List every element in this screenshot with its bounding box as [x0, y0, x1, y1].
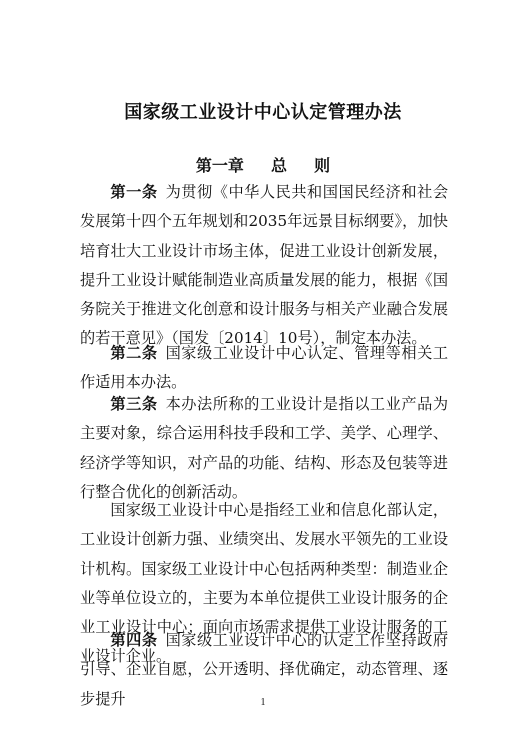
- article-text: 国家级工业设计中心的认定工作坚持政府引导、企业自愿，公开透明、择优确定，动态管理、逐步提升: [80, 631, 449, 708]
- article-text: 国家级工业设计中心是指经工业和信息化部认定，工业设计创新力强、业绩突出、发展水平领先的工业设计机构。国家级工业设计中心包括两种类型：制造业企业等单位设立的，主要为本单位提供工业设计服务的企业工业设计中心；面向市场需求提供工业设计服务的工业设计企业。: [80, 501, 448, 666]
- page-number: 1: [260, 697, 266, 708]
- article-text: 本办法所称的工业设计是指以工业产品为主要对象，综合运用科技手段和工学、美学、心理学、经济学等知识，对产品的功能、结构、形态及包装等进行整合优化的创新活动。: [80, 395, 449, 501]
- article-number: 第四条: [110, 631, 158, 649]
- article-1-paragraph: [80, 178, 448, 354]
- article-2-paragraph: [80, 339, 448, 398]
- article-text: 为贯彻《中华人民共和国国民经济和社会发展第十四个五年规划和2035年远景目标纲要》，加快培育壮大工业设计市场主体，促进工业设计创新发展，提升工业设计赋能制造业高质量发展的能力，根据《国务院关于推进文化创意和设计服务与相关产业融合发展的若干意见》（国发〔2014〕10号），制定本办法。: [80, 183, 449, 348]
- article-number: 第二条: [110, 344, 158, 362]
- chapter-heading: 第一章 总 则: [195, 156, 331, 175]
- article-3-paragraph: [80, 390, 448, 507]
- article-text: 国家级工业设计中心认定、管理等相关工作适用本办法。: [80, 344, 449, 392]
- document-title: 国家级工业设计中心认定管理办法: [124, 102, 402, 123]
- article-number: 第三条: [110, 395, 158, 413]
- article-number: 第一条: [110, 183, 158, 201]
